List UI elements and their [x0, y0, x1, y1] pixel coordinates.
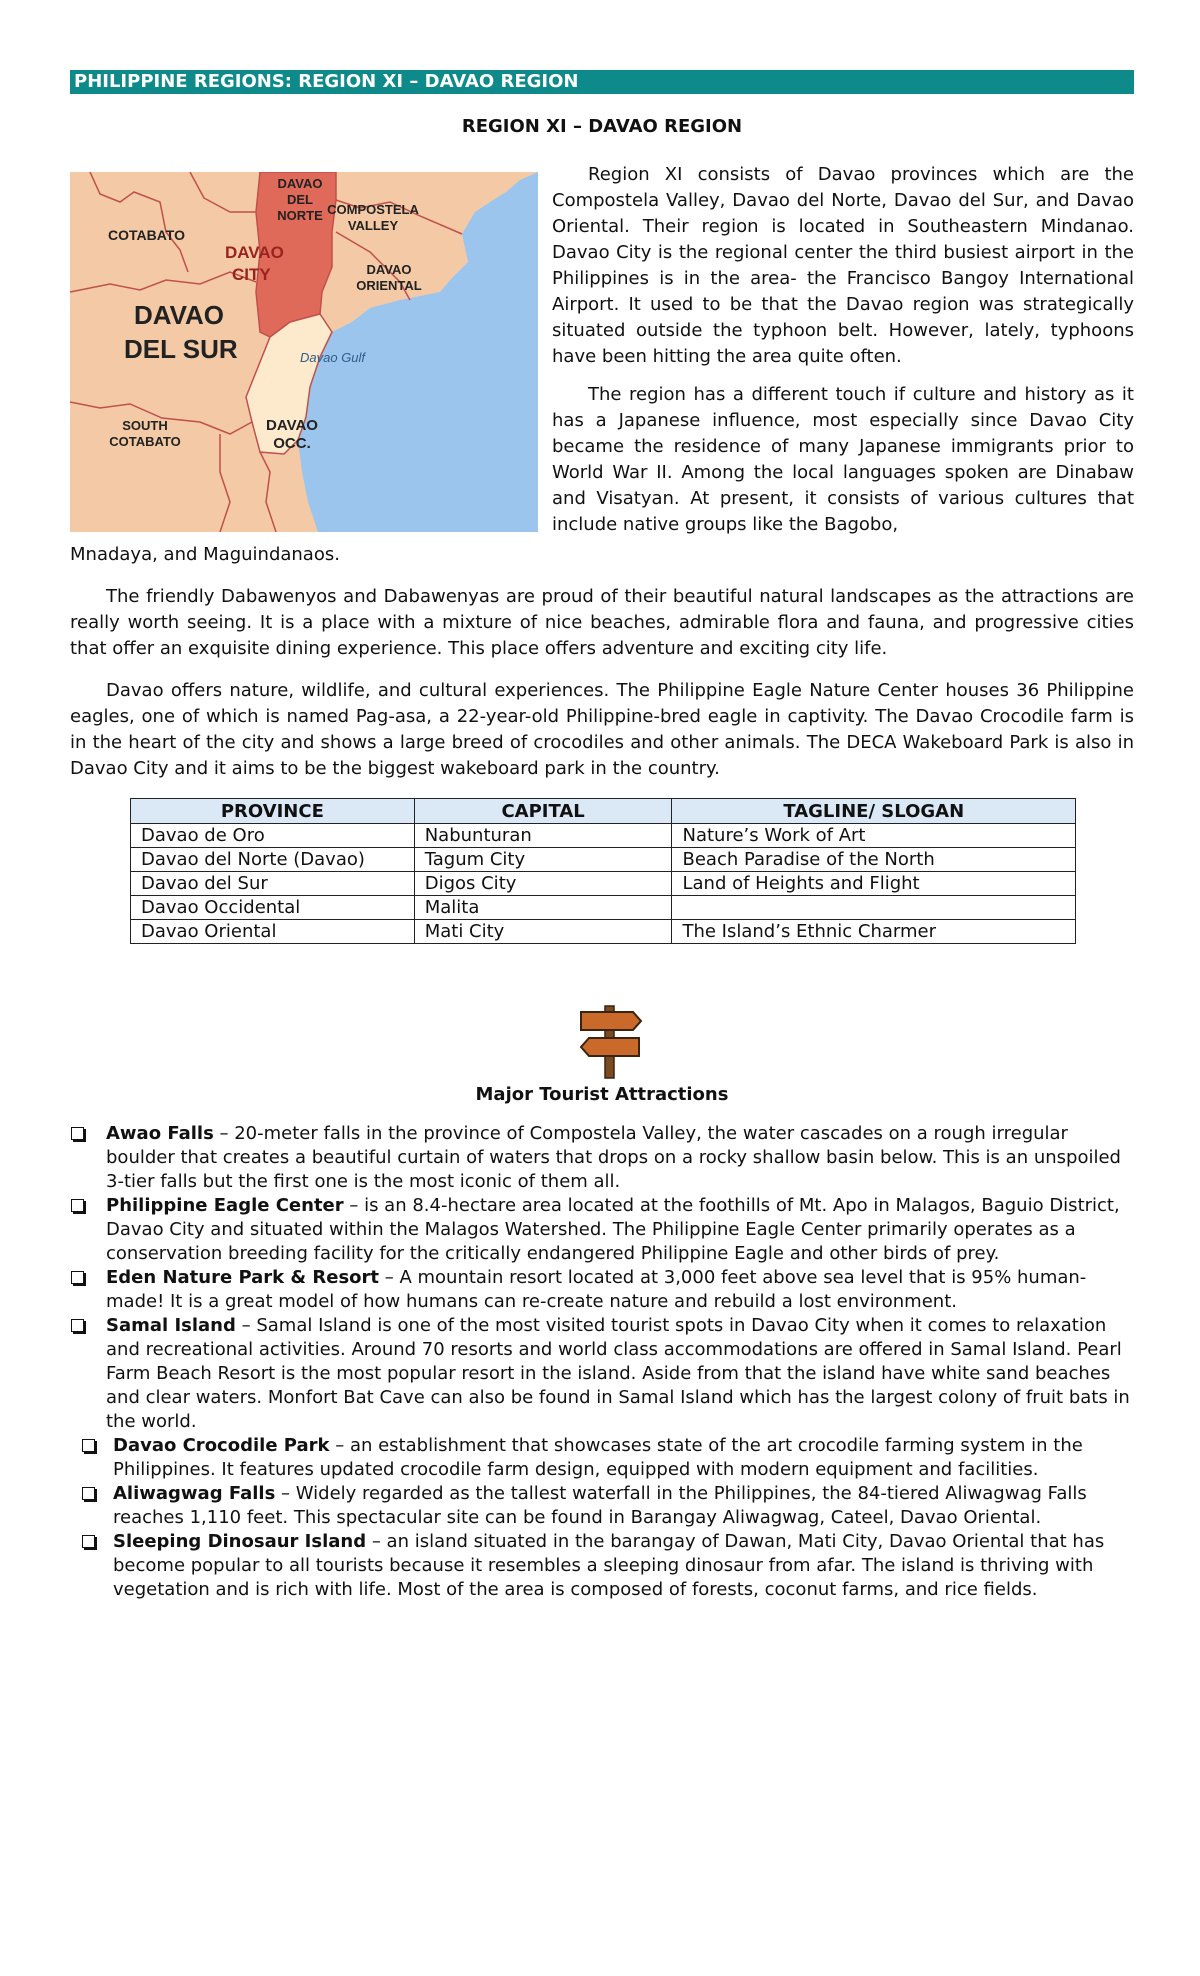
- checkbox-bullet-icon: [71, 1199, 84, 1212]
- map-label-davao-del-sur-1: DAVAO: [134, 300, 225, 330]
- table-row: [131, 824, 1076, 848]
- table-cell: Davao del Sur: [131, 872, 415, 896]
- attraction-name: Sleeping Dinosaur Island: [113, 1531, 367, 1552]
- signpost-board-lower: [581, 1038, 639, 1056]
- list-item: [70, 1482, 1134, 1530]
- table-cell: Davao del Norte (Davao): [131, 848, 415, 872]
- list-item: [70, 1194, 1134, 1266]
- attractions-title: Major Tourist Attractions: [475, 1084, 729, 1105]
- attraction-name: Samal Island: [106, 1315, 236, 1336]
- table-cell: Davao de Oro: [131, 824, 415, 848]
- attraction-description: – an establishment that showcases state of the art crocodile farming system in the Philippines. It features updated crocodile farm design, equipped with modern equipment and facilities.: [113, 1435, 1083, 1480]
- list-item: [70, 1266, 1134, 1314]
- attraction-description: – Widely regarded as the tallest waterfall in the Philippines, the 84-tiered Aliwagwag Falls reaches 1,110 feet. This spectacular site can be found in Barangay Aliwagwag, Cateel, Davao Oriental.: [113, 1483, 1087, 1528]
- attractions-list: [70, 1122, 1134, 1602]
- list-item: [70, 1122, 1134, 1194]
- table-row: [131, 920, 1076, 944]
- attraction-name: Philippine Eagle Center: [106, 1195, 344, 1216]
- checkbox-bullet-icon: [71, 1127, 84, 1140]
- list-item: [70, 1530, 1134, 1602]
- map-label-davao-city-1: DAVAO: [225, 243, 284, 262]
- table-cell: Davao Occidental: [131, 896, 415, 920]
- table-row: [131, 848, 1076, 872]
- map-label-davao-oriental-1: DAVAO: [366, 262, 412, 277]
- table-cell: Mati City: [414, 920, 672, 944]
- signpost-icon: [575, 1000, 645, 1080]
- body-text: [70, 584, 1134, 782]
- attraction-description: – an island situated in the barangay of Dawan, Mati City, Davao Oriental that has become popular to all tourists because it resembles a sleeping dinosaur from afar. The island is thriving with vegetation and is rich with life. Most of the area is composed of forests, coconut farms, and rice fields.: [113, 1531, 1105, 1600]
- map-label-davao-oriental-2: ORIENTAL: [356, 278, 422, 293]
- checkbox-bullet-icon: [71, 1271, 84, 1284]
- body-paragraph-3: The friendly Dabawenyos and Dabawenyas are proud of their beautiful natural landscapes as the attractions are really worth seeing. It is a place with a mixture of nice beaches, admirable flora and fauna, and progressive cities that offer an exquisite dining experience. This place offers adventure and exciting city life.: [70, 586, 1134, 659]
- map-label-davao-del-norte-3: NORTE: [277, 208, 323, 223]
- map-label-davao-occ-1: DAVAO: [266, 417, 318, 434]
- attraction-description: – is an 8.4-hectare area located at the foothills of Mt. Apo in Malagos, Baguio District, Davao City and situated within the Malagos Watershed. The Philippine Eagle Center primarily operates as a conservation breeding facility for the critically endangered Philippine Eagle and other birds of prey.: [106, 1195, 1120, 1264]
- checkbox-bullet-icon: [82, 1487, 95, 1500]
- map-label-compostela-valley-1: COMPOSTELA: [327, 202, 419, 217]
- map-label-davao-del-norte-1: DAVAO: [277, 176, 323, 191]
- map-label-south-cotabato-1: SOUTH: [122, 418, 168, 433]
- table-row: [131, 872, 1076, 896]
- table-cell: Nature’s Work of Art: [672, 824, 1076, 848]
- attraction-name: Awao Falls: [106, 1123, 214, 1144]
- map-label-compostela-valley-2: VALLEY: [347, 218, 399, 233]
- table-cell: Malita: [414, 896, 672, 920]
- map-label-davao-occ-2: OCC.: [273, 435, 311, 452]
- table-cell: Davao Oriental: [131, 920, 415, 944]
- body-paragraph-4: Davao offers nature, wildlife, and cultural experiences. The Philippine Eagle Nature Center houses 36 Philippine eagles, one of which is named Pag-asa, a 22-year-old Philippine-bred eagle in captivity. The Davao Crocodile farm is in the heart of the city and shows a large breed of crocodiles and other animals. The DECA Wakeboard Park is also in Davao City and it aims to be the biggest wakeboard park in the country.: [70, 680, 1134, 779]
- davao-region-map: [70, 172, 538, 532]
- list-item: [70, 1434, 1134, 1482]
- map-label-south-cotabato-2: COTABATO: [109, 434, 181, 449]
- document-page: [70, 70, 1134, 1600]
- page-title: REGION XI – DAVAO REGION: [461, 116, 743, 137]
- intro-paragraph-2: The region has a different touch if culture and history as it has a Japanese influence, most especially since Davao City became the residence of many Japanese immigrants prior to World War II. Among the local languages spoken are Dinabaw and Visatyan. At present, it consists of various cultures that include native groups like the Bagobo,: [552, 384, 1134, 535]
- intro-paragraph-1: Region XI consists of Davao provinces which are the Compostela Valley, Davao del Norte, Davao del Sur, and Davao Oriental. Their region is located in Southeastern Mindanao. Davao City is the regional center the third busiest airport in the Philippines is in the area- the Francisco Bangoy International Airport. It used to be that the Davao region was strategically situated outside the typhoon belt. However, lately, typhoons have been hitting the area quite often.: [552, 164, 1134, 367]
- intro-column: [552, 162, 1134, 538]
- intro-paragraph-2-end: Mnadaya, and Maguindanaos.: [70, 544, 340, 565]
- attraction-description: – 20-meter falls in the province of Compostela Valley, the water cascades on a rough irregular boulder that creates a beautiful curtain of waters that drops on a rocky shallow basin below. This is an unspoiled 3-tier falls but the first one is the most iconic of them all.: [106, 1123, 1121, 1192]
- table-header-capital: CAPITAL: [414, 799, 672, 824]
- checkbox-bullet-icon: [82, 1439, 95, 1452]
- map-label-davao-del-sur-2: DEL SUR: [124, 334, 238, 364]
- signpost-board-upper: [581, 1012, 641, 1030]
- map-label-davao-del-norte-2: DEL: [287, 192, 313, 207]
- table-header-tagline: TAGLINE/ SLOGAN: [672, 799, 1076, 824]
- attraction-name: Aliwagwag Falls: [113, 1483, 276, 1504]
- list-item: [70, 1314, 1134, 1434]
- map-label-cotabato: COTABATO: [108, 227, 185, 243]
- attraction-description: – Samal Island is one of the most visited tourist spots in Davao City when it comes to relaxation and recreational activities. Around 70 resorts and world class accommodations are offered in Samal Island. Pearl Farm Beach Resort is the most popular resort in the island. Aside from that the island have white sand beaches and clear waters. Monfort Bat Cave can also be found in Samal Island which has the largest colony of fruit bats in the world.: [106, 1315, 1130, 1432]
- checkbox-bullet-icon: [82, 1535, 95, 1548]
- table-cell: The Island’s Ethnic Charmer: [672, 920, 1076, 944]
- attraction-name: Eden Nature Park & Resort: [106, 1267, 380, 1288]
- table-header-row: [131, 799, 1076, 824]
- table-cell: Land of Heights and Flight: [672, 872, 1076, 896]
- map-label-davao-gulf: Davao Gulf: [300, 350, 366, 365]
- table-cell: [672, 896, 1076, 920]
- table-header-province: PROVINCE: [131, 799, 415, 824]
- header-banner: PHILIPPINE REGIONS: REGION XI – DAVAO REGION: [70, 70, 1134, 94]
- map-label-davao-city-2: CITY: [232, 265, 271, 284]
- table-cell: Tagum City: [414, 848, 672, 872]
- attraction-name: Davao Crocodile Park: [113, 1435, 330, 1456]
- table-cell: Beach Paradise of the North: [672, 848, 1076, 872]
- checkbox-bullet-icon: [71, 1319, 84, 1332]
- attraction-description: – A mountain resort located at 3,000 feet above sea level that is 95% human-made! It is a great model of how humans can re-create nature and rebuild a lost environment.: [106, 1267, 1087, 1312]
- table-row: [131, 896, 1076, 920]
- table-cell: Digos City: [414, 872, 672, 896]
- table-cell: Nabunturan: [414, 824, 672, 848]
- province-table: [130, 798, 1076, 944]
